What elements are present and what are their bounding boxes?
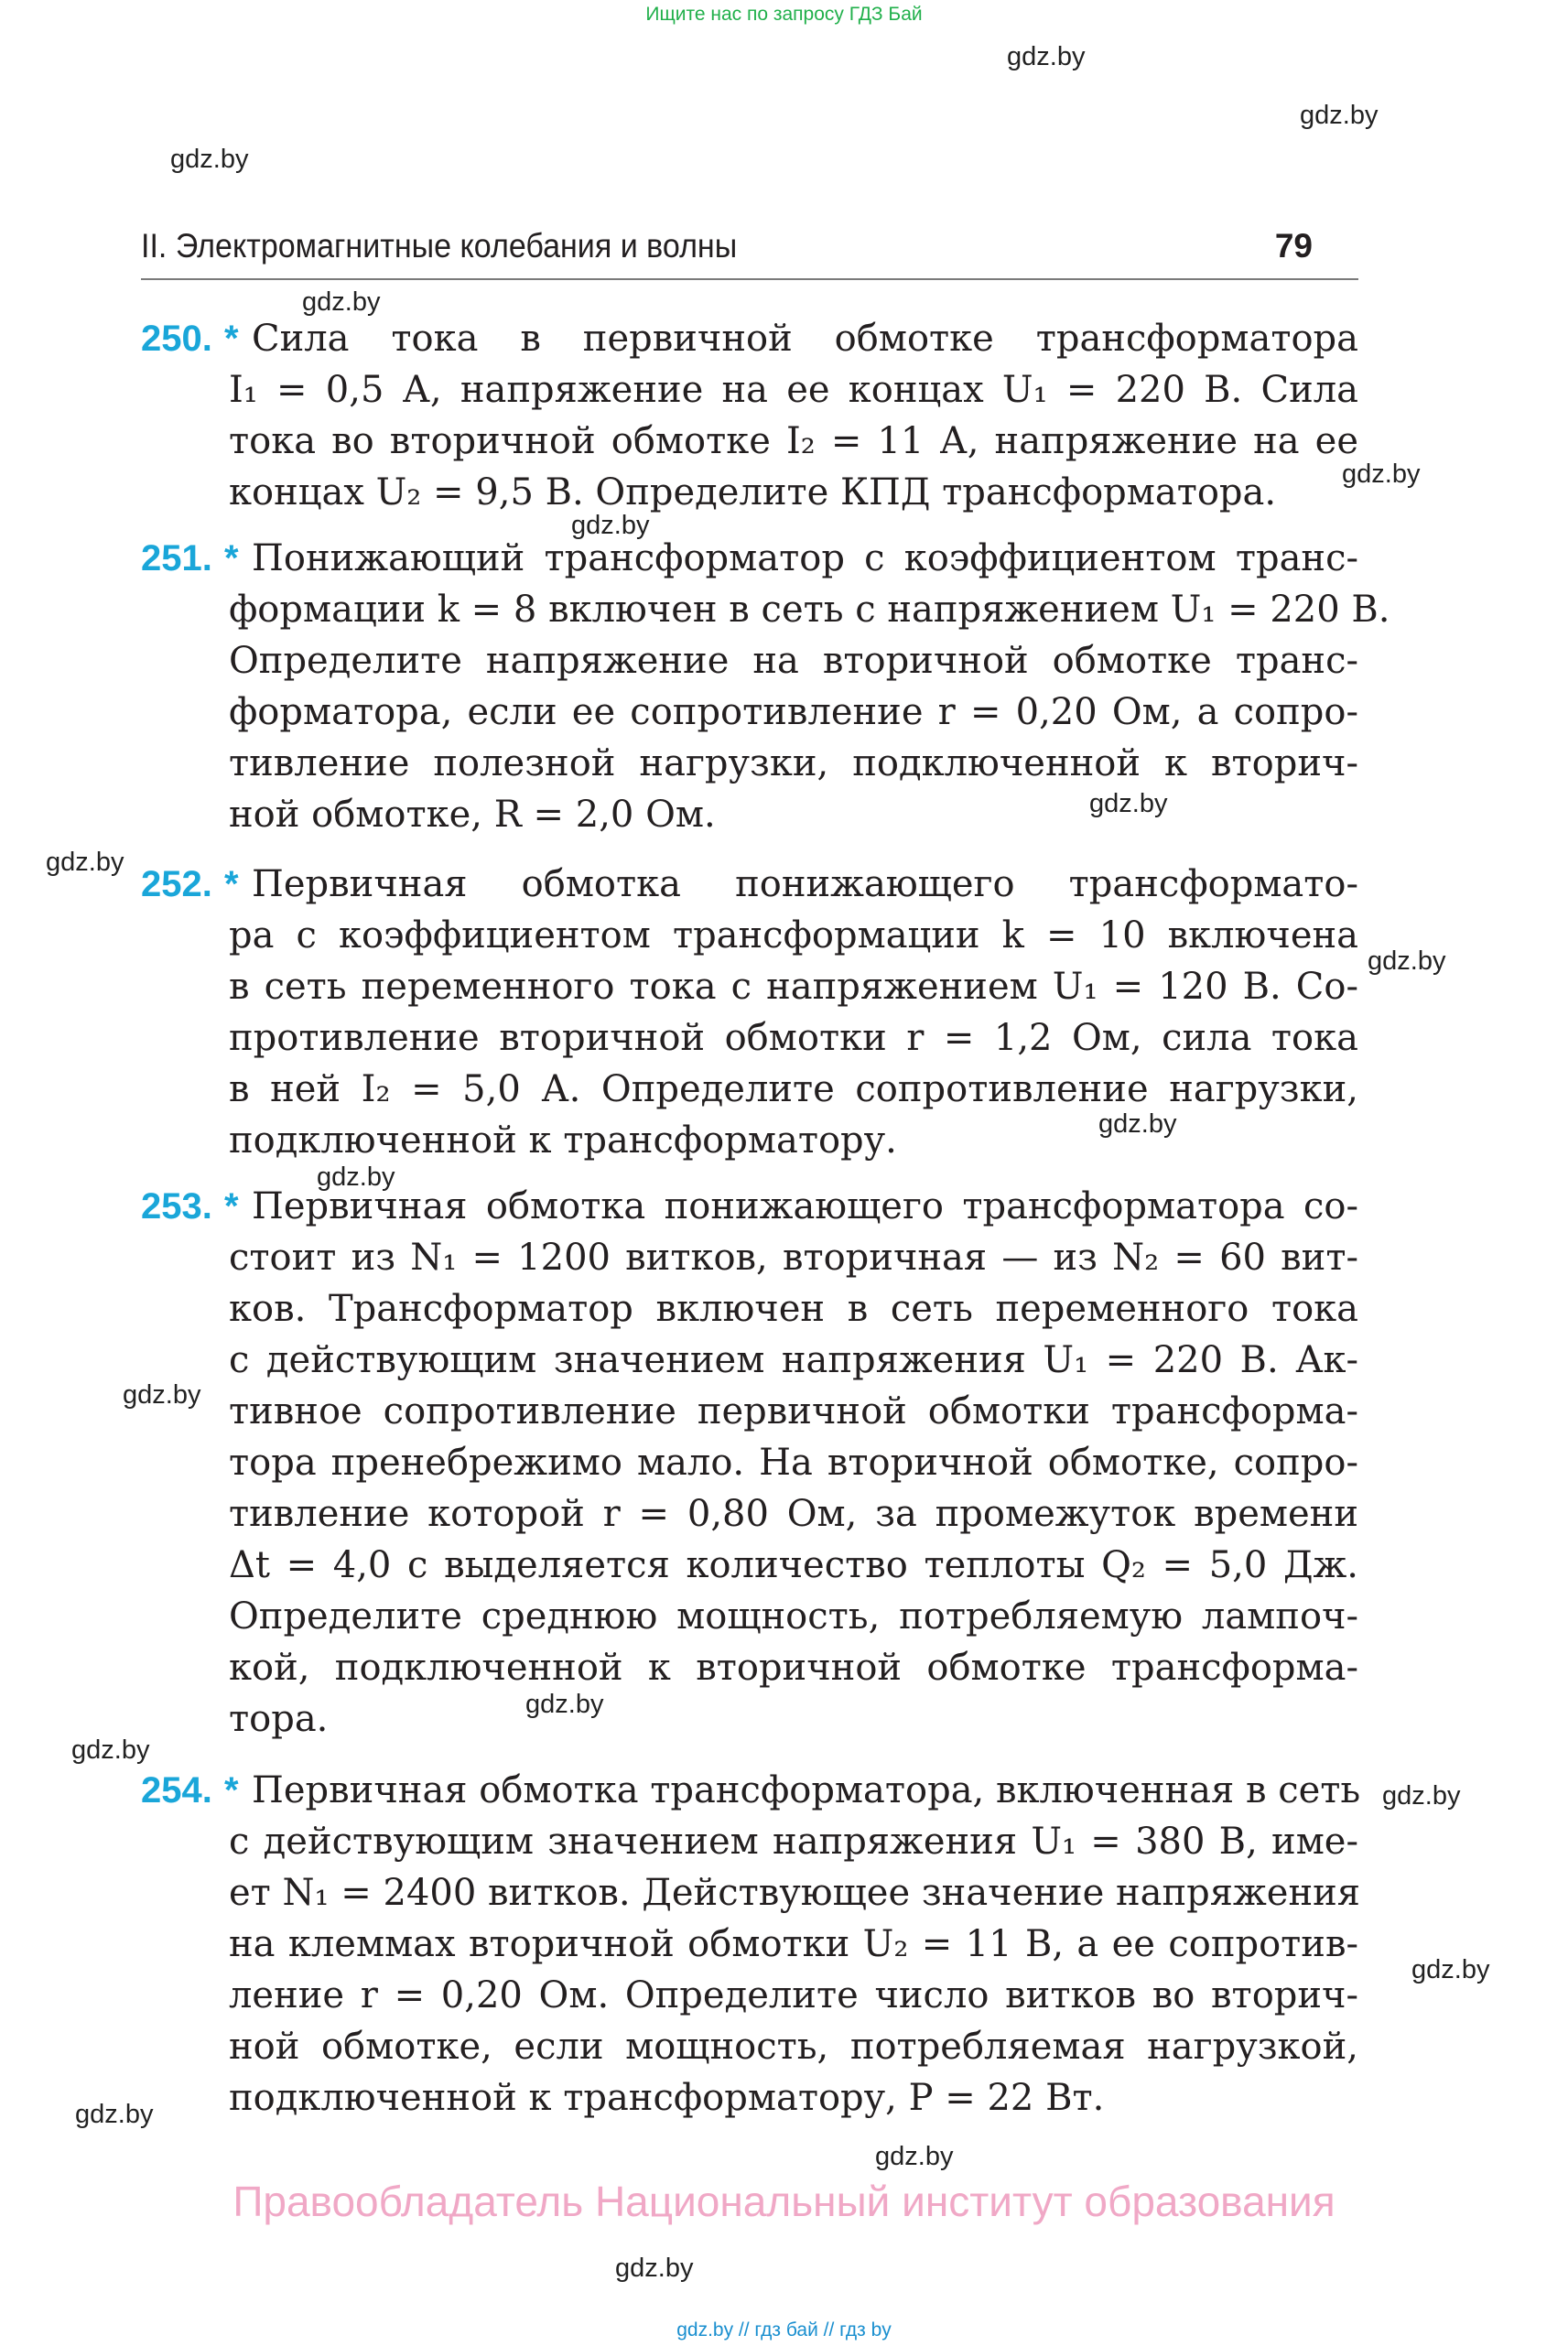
watermark: gdz.by [571,511,650,540]
problem-text-line: ление r = 0,20 Ом. Определите число витков во вторич- [229,1974,1358,2016]
watermark: gdz.by [123,1380,201,1410]
watermark: gdz.by [170,145,249,174]
difficulty-star: * [224,1770,239,1811]
watermark: gdz.by [1300,101,1379,130]
problem-text-line: тивление полезной нагрузки, подключенной к вторич- [229,742,1358,784]
problem-text-line: подключенной к трансформатору. [229,1119,897,1162]
watermark: gdz.by [875,2142,954,2171]
problem-number: 252. [141,864,212,904]
problem-text-line: в ней I₂ = 5,0 А. Определите сопротивление нагрузки, [229,1068,1358,1110]
watermark: gdz.by [71,1735,150,1765]
watermark: gdz.by [1007,42,1086,71]
watermark: gdz.by [615,2254,694,2283]
problem-number: 251. [141,538,212,578]
problem-text-line: ной обмотке, R = 2,0 Ом. [229,794,716,836]
problem-text-line: Понижающий трансформатор с коэффициентом транс- [252,537,1358,579]
problem-text-line: I₁ = 0,5 А, напряжение на ее концах U₁ = 220 В. Сила [229,369,1358,411]
watermark: gdz.by [317,1162,395,1192]
problem-text-line: в сеть переменного тока с напряжением U₁ = 120 В. Со- [229,966,1358,1008]
problem-text-line: тора. [229,1698,329,1740]
problem-text-line: Первичная обмотка понижающего трансформатора со- [252,1185,1358,1227]
problem-254 [141,1765,1361,2124]
problem-text-line: Первичная обмотка понижающего трансформато- [252,863,1358,905]
problem-text-line: стоит из N₁ = 1200 витков, вторичная — из N₂ = 60 вит- [229,1237,1358,1279]
problem-text-line: Определите среднюю мощность, потребляемую лампоч- [229,1595,1358,1638]
problem-text-line: тивление которой r = 0,80 Ом, за промежуток времени [229,1493,1358,1535]
problem-252 [141,859,1358,1166]
problem-text-line: с действующим значением напряжения U₁ = 220 В. Ак- [229,1339,1358,1381]
problem-text-line: концах U₂ = 9,5 В. Определите КПД трансформатора. [229,471,1277,514]
problem-text-line: подключенной к трансформатору, P = 22 Вт. [229,2077,1105,2119]
problem-text-line: Сила тока в первичной обмотке трансформатора [252,318,1358,360]
problem-text-line: на клеммах вторичной обмотки U₂ = 11 В, а ее сопротив- [229,1923,1358,1965]
problem-text-line: ра с коэффициентом трансформации k = 10 включена [229,914,1358,957]
watermark: gdz.by [46,848,124,877]
watermark: gdz.by [302,287,381,317]
problem-text-line: Первичная обмотка трансформатора, включенная в сеть [252,1769,1361,1811]
top-banner[interactable]: Ищите нас по запросу ГДЗ Бай [645,4,923,25]
problem-253 [141,1181,1358,1745]
watermark: gdz.by [1382,1781,1461,1811]
problem-text-line: формации k = 8 включен в сеть с напряжением U₁ = 220 В. [229,589,1390,631]
problem-text-line: тивное сопротивление первичной обмотки трансформа- [229,1390,1358,1432]
watermark: gdz.by [75,2100,154,2129]
footer-links[interactable]: gdz.by // гдз бай // гдз by [676,2319,892,2341]
watermark: gdz.by [1411,1955,1490,1984]
problem-text-line: кой, подключенной к вторичной обмотке трансформа- [229,1647,1358,1689]
problem-text-line: ков. Трансформатор включен в сеть переменного тока [229,1288,1358,1330]
difficulty-star: * [224,538,239,578]
watermark: gdz.by [525,1690,604,1719]
problem-text-line: Определите напряжение на вторичной обмотке транс- [229,640,1358,682]
problem-number: 254. [141,1770,212,1811]
copyright-notice: Правообладатель Национальный институт образования [232,2178,1336,2225]
running-header [141,227,1358,280]
problem-text-line: тора пренебрежимо мало. На вторичной обмотке, сопро- [229,1442,1358,1484]
problem-text-line: с действующим значением напряжения U₁ = 380 В, име- [229,1821,1358,1863]
section-title: II. Электромагнитные колебания и волны [141,227,738,265]
problem-text-line: тока во вторичной обмотке I₂ = 11 А, напряжение на ее [229,420,1358,462]
difficulty-star: * [224,864,239,904]
watermark: gdz.by [1089,789,1168,818]
problem-number: 253. [141,1186,212,1227]
problem-text-line: ной обмотке, если мощность, потребляемая нагрузкой, [229,2026,1358,2068]
problem-text-line: Δt = 4,0 с выделяется количество теплоты Q₂ = 5,0 Дж. [229,1544,1358,1586]
problem-number: 250. [141,319,212,359]
problem-text-line: ет N₁ = 2400 витков. Действующее значение напряжения [229,1872,1361,1914]
watermark: gdz.by [1342,459,1421,489]
watermark: gdz.by [1368,946,1446,976]
problem-250 [141,313,1358,518]
problem-251 [141,533,1390,840]
problem-text-line: противление вторичной обмотки r = 1,2 Ом, сила тока [229,1017,1358,1059]
difficulty-star: * [224,1186,239,1227]
problem-text-line: форматора, если ее сопротивление r = 0,20 Ом, а сопро- [229,691,1358,733]
page-number: 79 [1274,227,1313,265]
watermark: gdz.by [1098,1109,1177,1139]
difficulty-star: * [224,319,239,359]
